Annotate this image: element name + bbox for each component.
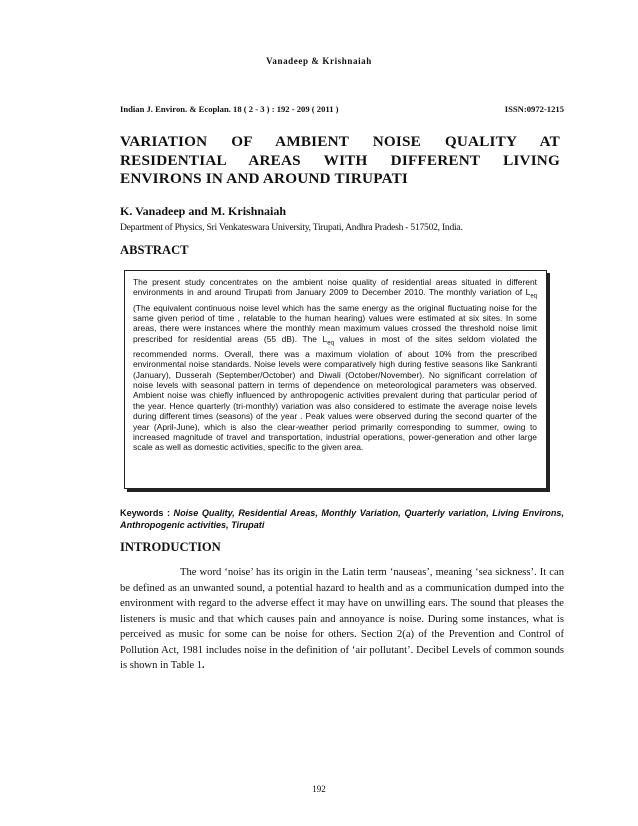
- keywords-text: Noise Quality, Residential Areas, Monthly Variation, Quarterly variation, Living Environs, Anthropogenic activities, Tirupati: [120, 508, 564, 530]
- introduction-end-mark: .: [202, 660, 205, 671]
- authors: K. Vanadeep and M. Krishnaiah: [120, 204, 287, 218]
- keywords: [120, 508, 564, 531]
- introduction-heading: INTRODUCTION: [120, 540, 221, 554]
- abstract-box: [124, 270, 547, 489]
- page-number: 192: [312, 784, 326, 794]
- introduction-body: [120, 565, 564, 674]
- abstract-text: The present study concentrates on the ambient noise quality of residential areas situated in different environments in and around Tirupati from January 2009 to December 2010. The monthly variation of $L_{eq}$ (The equivalent continuous noise level which has the same energy as the original fluctuating noise for the same given period of time , relatable to the human hearing) values were estimated at six sites. In some areas, there were instances where the monthly mean maximum values crossed the threshold noise limit prescribed for residential areas (55 dB). The $L_{eq}$ values in most of the sites seldom violated the recommended norms. Overall, there was a maximum violation of about 10% from the prescribed environmental noise standards. Noise levels were comparatively high during festive seasons like Sankranti (January), Dusserah (September/October) and Diwali (October/November). No significant correlation of noise levels with seasonal pattern in terms of dependence on meteorological parameters was observed. Ambient noise was chiefly influenced by anthropogenic activities prevalent during that particular period of the year. Hence quarterly (tri-monthly) variation was also considered to estimate the average noise levels during different times (seasons) of the year . Peak values were observed during the second quarter of the year (April-June), which is also the clear-weather period primarily corresponding to summer, owing to increased magnitude of travel and transportation, industrial operations, power-generation and other large scale as well as domestic activities, specific to the given area.: [133, 277, 537, 453]
- abstract-heading: ABSTRACT: [120, 243, 189, 257]
- running-head: Vanadeep & Krishnaiah: [266, 56, 372, 66]
- affiliation: Department of Physics, Sri Venkateswara University, Tirupati, Andhra Pradesh - 517502, India.: [120, 222, 463, 233]
- paper-title: VARIATION OF AMBIENT NOISE QUALITY AT RESIDENTIAL AREAS WITH DIFFERENT LIVING ENVIRONS IN AND AROUND TIRUPATI: [120, 133, 560, 188]
- keywords-label: Keywords :: [120, 508, 174, 518]
- leq-symbol: $L_{eq}$: [525, 287, 537, 301]
- introduction-text: The word ‘noise’ has its origin in the Latin term ‘nauseas’, meaning ‘sea sickness’. It can be defined as an unwanted sound, a potential hazard to health and as a communication dumped into the environment with regard to the adverse effect it may have on unwilling ears. The sound that pleases the listeners is music and that which causes pain and annoyance is noise. During some instances, what is perceived as music for some can be noise for others. Section 2(a) of the Prevention and Control of Pollution Act, 1981 includes noise in the definition of ‘air pollutant’. Decibel Levels of common sounds is shown in Table 1: [120, 567, 564, 671]
- leq-symbol: $L_{eq}$: [322, 333, 334, 347]
- issn: ISSN:0972-1215: [504, 104, 564, 114]
- citation-row: [120, 104, 564, 114]
- journal-citation: Indian J. Environ. & Ecoplan. 18 ( 2 - 3 ) : 192 - 209 ( 2011 ): [120, 104, 339, 114]
